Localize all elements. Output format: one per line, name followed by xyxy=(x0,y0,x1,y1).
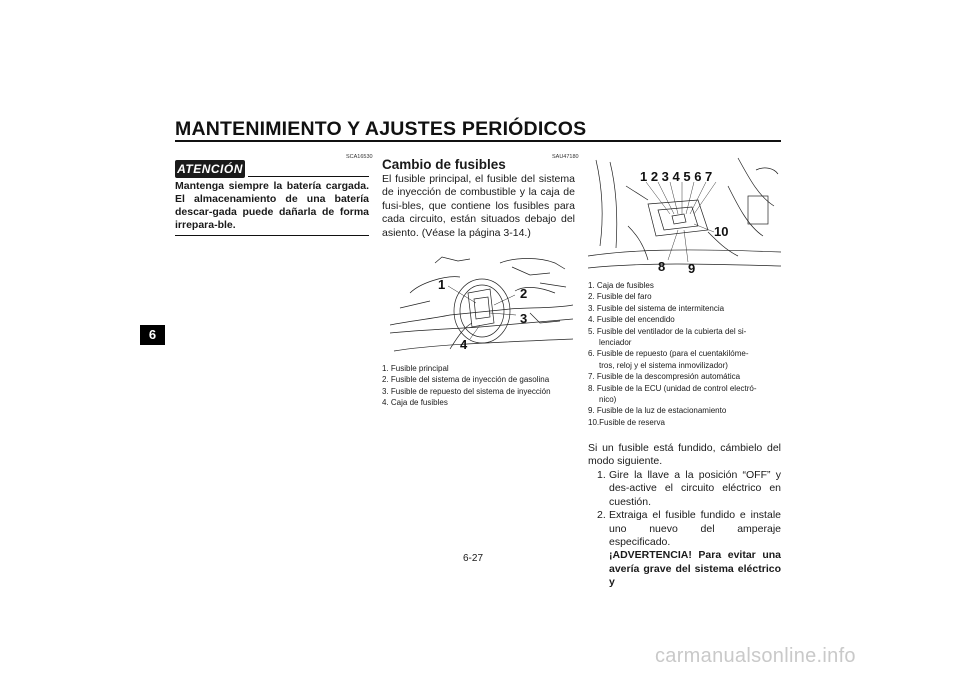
caption-line: 3. Fusible del sistema de intermitencia xyxy=(588,303,725,313)
caption-line: 1. Fusible principal xyxy=(382,364,449,373)
chapter-tab[interactable]: 6 xyxy=(140,325,165,345)
fuse-box-illustration xyxy=(588,156,781,278)
figure2-callout-10: 10 xyxy=(714,224,729,239)
caption-line: 2. Fusible del faro xyxy=(588,292,652,302)
step-number: 1. xyxy=(597,469,606,481)
section-heading: Cambio de fusibles xyxy=(382,157,506,172)
caution-text: Mantenga siempre la batería cargada. El almacenamiento de una batería descar-gada puede dañarla de forma irrepara-ble. xyxy=(175,180,369,231)
procedure-steps xyxy=(588,469,781,590)
caption-line-continuation: lenciador xyxy=(599,338,632,348)
page-title: MANTENIMIENTO Y AJUSTES PERIÓDICOS xyxy=(175,118,587,140)
caption-line-continuation: nico) xyxy=(599,395,617,405)
step-number: 2. xyxy=(597,509,606,522)
caption-line: 6. Fusible de repuesto (para el cuentakilóme- xyxy=(588,349,749,359)
caption-line: 4. Fusible del encendido xyxy=(588,315,675,325)
page-number: 6-27 xyxy=(463,553,484,564)
figure2-callout-9: 9 xyxy=(688,261,696,276)
step-text: Extraiga el fusible fundido e instale uno nuevo del amperaje especificado. xyxy=(609,509,781,549)
caution-top-rule xyxy=(248,176,369,177)
section-intro: El fusible principal, el fusible del sistema de inyección de combustible y la caja de fusi-bles, que contiene los fusibles para cada circuito, están situados debajo del asiento. (Véase la página 3-14.) xyxy=(382,173,575,239)
figure1-callout-3: 3 xyxy=(520,311,528,326)
section-code: SAU47180 xyxy=(552,154,579,160)
caution-code: SCA16530 xyxy=(346,154,373,160)
caption-line: 8. Fusible de la ECU (unidad de control electró- xyxy=(588,383,757,393)
procedure-intro: Si un fusible está fundido, cámbielo del modo siguiente. xyxy=(588,442,781,468)
figure2-callouts-1-7: 1 2 3 4 5 6 7 xyxy=(640,169,713,184)
figure2-callout-8: 8 xyxy=(658,259,666,274)
caption-line: 4. Caja de fusibles xyxy=(382,398,448,408)
caption-line: 1. Caja de fusibles xyxy=(588,281,654,290)
procedure-step-2 xyxy=(588,509,781,589)
figure2-caption xyxy=(588,280,757,428)
caption-line: 5. Fusible del ventilador de la cubierta del si- xyxy=(588,326,747,336)
figure1-callout-2: 2 xyxy=(520,286,528,301)
figure1-caption xyxy=(382,363,551,409)
caution-badge: ATENCIÓN xyxy=(175,160,245,178)
caption-line: 10.Fusible de reserva xyxy=(588,417,665,427)
warning-text: ¡ADVERTENCIA! Para evitar una avería grave del sistema eléctrico y xyxy=(609,549,781,589)
caption-line: 7. Fusible de la descompresión automática xyxy=(588,372,741,382)
figure1-callout-1: 1 xyxy=(438,277,446,292)
caption-line: 2. Fusible del sistema de inyección de gasolina xyxy=(382,375,550,385)
step-text: Gire la llave a la posición “OFF” y des-active el circuito eléctrico en cuestión. xyxy=(609,469,781,508)
caution-bottom-rule xyxy=(175,235,369,236)
fuse-location-illustration xyxy=(390,253,573,358)
caption-line-continuation: tros, reloj y el sistema inmovilizador) xyxy=(599,360,728,370)
procedure-step-1 xyxy=(588,469,781,509)
figure1-callout-4: 4 xyxy=(460,337,468,352)
watermark[interactable]: carmanualsonline.info xyxy=(655,645,856,667)
caption-line: 9. Fusible de la luz de estacionamiento xyxy=(588,406,727,416)
header-rule xyxy=(175,140,781,142)
caption-line: 3. Fusible de repuesto del sistema de inyección xyxy=(382,386,551,396)
